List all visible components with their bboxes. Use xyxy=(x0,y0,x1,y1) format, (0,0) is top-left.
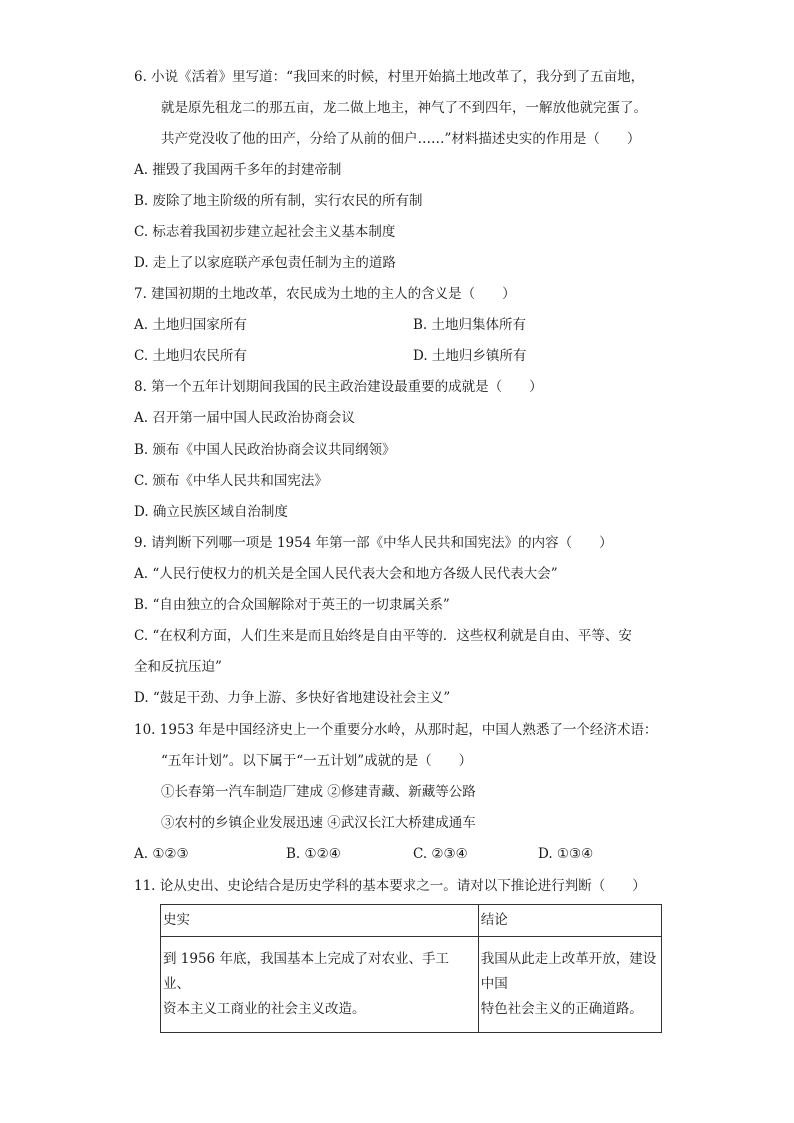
q9-option-c-line-2: 全和反抗压迫” xyxy=(134,659,222,675)
q6-stem-line-2: 就是原先租龙二的那五亩，龙二做上地主，神气了不到四年，一解放他就完蛋了。 xyxy=(161,100,647,116)
q7-option-c: C. 土地归农民所有 xyxy=(134,348,247,364)
q8-stem: 8. 第一个五年计划期间我国的民主政治建设最重要的成就是（ ） xyxy=(134,379,543,395)
q8-option-b: B. 颁布《中国人民政治协商会议共同纲领》 xyxy=(134,442,396,458)
q9-stem: 9. 请判断下列哪一项是 1954 年第一部《中华人民共和国宪法》的内容（ ） xyxy=(134,535,613,551)
q11-table xyxy=(160,904,662,1033)
q11-conclusion-line-2: 中国 xyxy=(480,976,508,992)
q7-stem: 7. 建国初期的土地改革，农民成为土地的主人的含义是（ ） xyxy=(134,286,516,302)
q8-option-d: D. 确立民族区域自治制度 xyxy=(134,504,288,520)
q6-option-a-line: A. 摧毁了我国两千多年的封建帝制 xyxy=(134,162,342,178)
q7-option-b: B. 土地归集体所有 xyxy=(413,317,527,333)
q11-fact-line-2: 资本主义工商业的社会主义改造。 xyxy=(163,1001,366,1017)
q10-items-line-1: ①长春第一汽车制造厂建成 ②修建青藏、新藏等公路 xyxy=(161,784,476,800)
q9-option-c-line-1: C. “在权利方面，人们生来是而且始终是自由平等的．这些权利就是自由、平等、安 xyxy=(134,628,632,644)
q10-stem-line-1: 10. 1953 年是中国经济史上一个重要分水岭，从那时起，中国人熟悉了一个经济术语： xyxy=(134,722,658,738)
q9-option-b: B. “自由独立的合众国解除对于英王的一切隶属关系” xyxy=(134,597,450,613)
q10-option-a: A. ①②③ xyxy=(134,846,189,862)
q11-header-conclusion: 结论 xyxy=(478,905,661,937)
q6-stem-line-3: 共产党没收了他的田产，分给了从前的佃户……”材料描述史实的作用是（ ） xyxy=(161,131,641,147)
q8-option-c: C. 颁布《中华人民共和国宪法》 xyxy=(134,473,328,489)
q11-header-fact: 史实 xyxy=(161,905,479,937)
q8-option-a: A. 召开第一届中国人民政治协商会议 xyxy=(134,410,355,426)
q7-option-a: A. 土地归国家所有 xyxy=(134,317,247,333)
q11-table-header-row xyxy=(161,905,662,937)
q11-conclusion-line-1: 我国从此走上改革开放，建设 xyxy=(480,951,657,967)
q10-items-line-2: ③农村的乡镇企业发展迅速 ④武汉长江大桥建成通车 xyxy=(161,815,476,831)
q11-fact-cell xyxy=(161,937,479,1033)
q11-conclusion-line-3: 特色社会主义的正确道路。 xyxy=(480,1001,643,1017)
q10-stem-line-2: “五年计划”。以下属于“一五计划”成就的是（ ） xyxy=(161,753,473,769)
q11-stem: 11. 论从史出、史论结合是历史学科的基本要求之一。请对以下推论进行判断（ ） xyxy=(134,878,646,894)
q6-option-b: B. 废除了地主阶级的所有制，实行农民的所有制 xyxy=(134,193,423,209)
q6-option-c: C. 标志着我国初步建立起社会主义基本制度 xyxy=(134,224,396,240)
q11-fact-line-1: 到 1956 年底，我国基本上完成了对农业、手工业、 xyxy=(163,951,449,992)
q11-conclusion-cell xyxy=(478,937,661,1033)
q7-option-d: D. 土地归乡镇所有 xyxy=(413,348,527,364)
q9-option-d: D. “鼓足干劲、力争上游、多快好省地建设社会主义” xyxy=(134,690,451,706)
q6-option-d: D. 走上了以家庭联产承包责任制为主的道路 xyxy=(134,255,396,271)
q10-option-d: D. ①③④ xyxy=(538,846,594,862)
q10-option-b: B. ①②④ xyxy=(286,846,341,862)
q11-table-row xyxy=(161,937,662,1033)
q10-option-c: C. ②③④ xyxy=(413,846,468,862)
q9-option-a: A. “人民行使权力的机关是全国人民代表大会和地方各级人民代表大会” xyxy=(134,566,558,582)
q6-stem-line-1: 6. 小说《活着》里写道：“我回来的时候，村里开始搞土地改革了，我分到了五亩地， xyxy=(134,69,645,85)
